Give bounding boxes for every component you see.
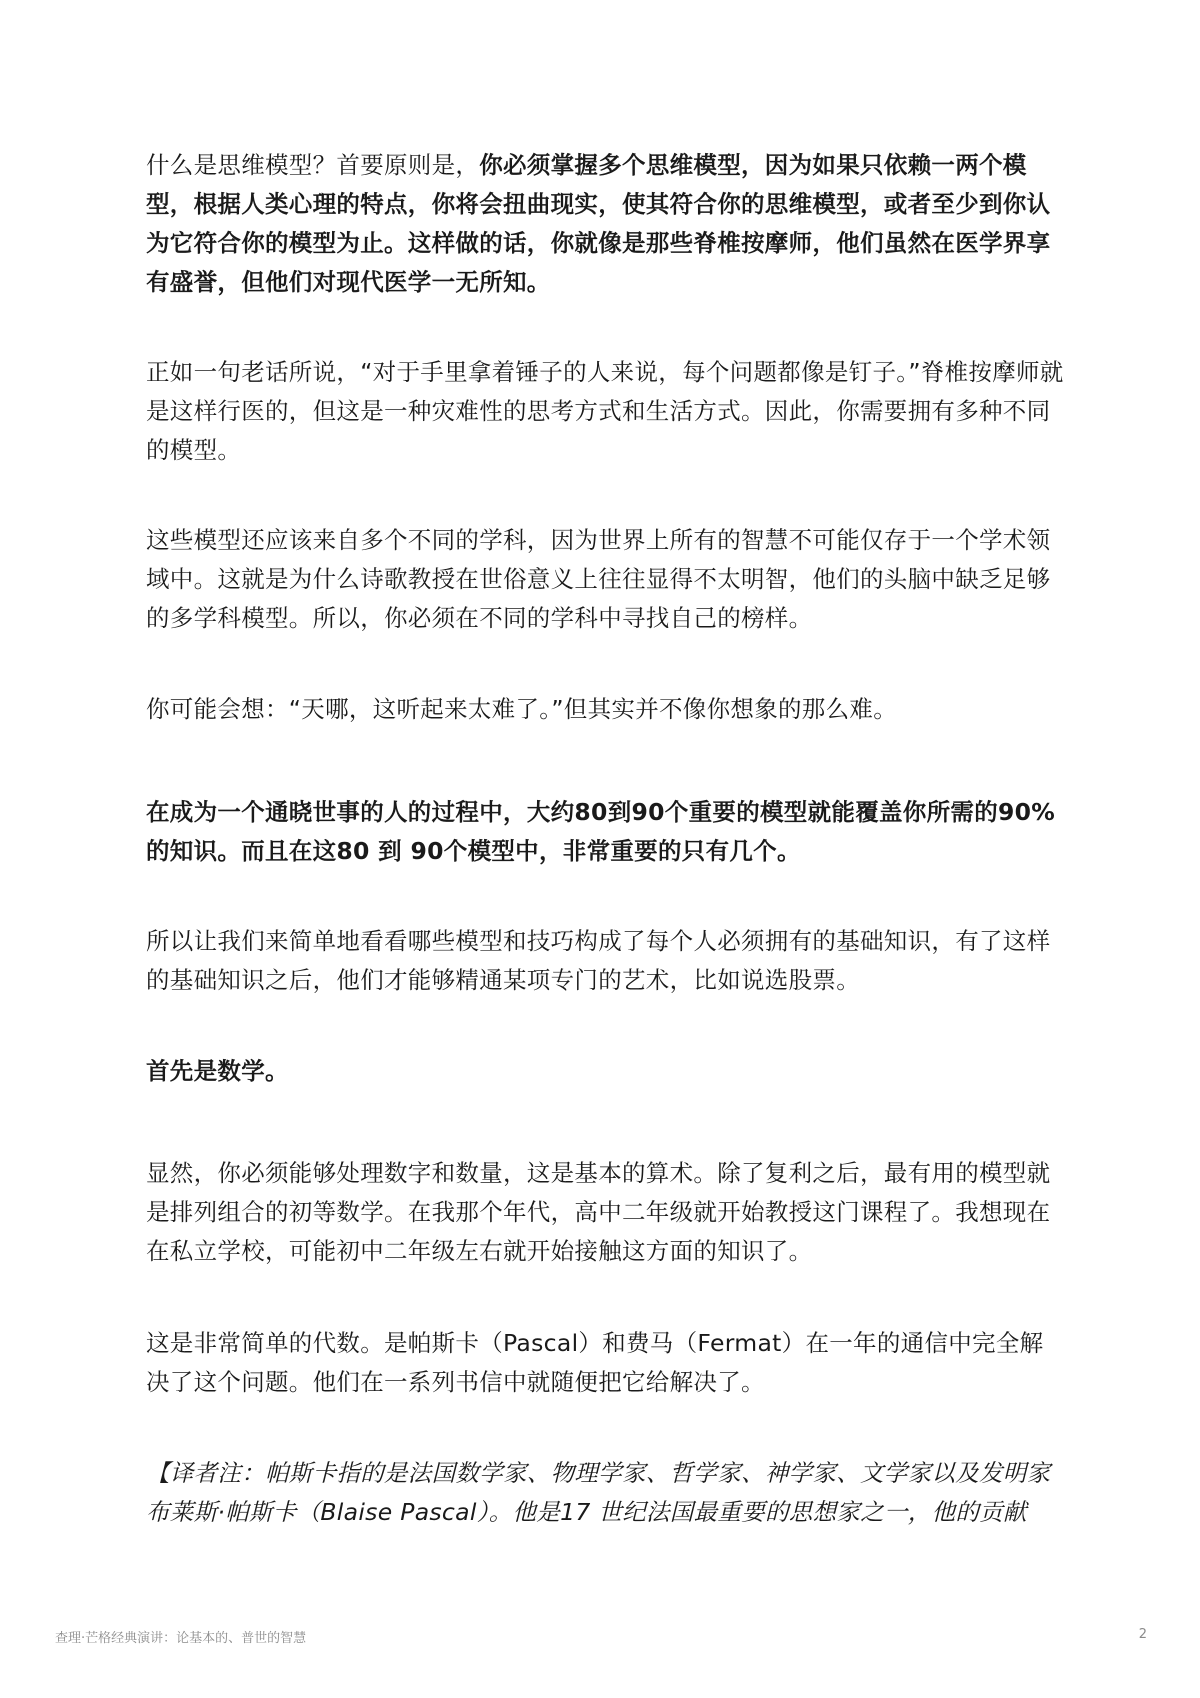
paragraph-lead-text: 什么是思维模型？首要原则是， (146, 151, 480, 179)
paragraph-not-that-hard: 你可能会想：“天哪，这听起来太难了。”但其实并不像你想象的那么难。 (146, 695, 897, 723)
paragraph-arithmetic: 显然，你必须能够处理数字和数量，这是基本的算术。除了复利之后，最有用的模型就是排列组合的初等数学。在我那个年代，高中二年级就开始教授这门课程了。我想现在在私立学校，可能初中二年级左右就开始接触这方面的知识了。 (146, 1159, 1051, 1265)
paragraph-basic-knowledge: 所以让我们来简单地看看哪些模型和技巧构成了每个人必须拥有的基础知识，有了这样的基础知识之后，他们才能够精通某项专门的艺术，比如说选股票。 (146, 927, 1051, 994)
footer-title: 查理·芒格经典演讲：论基本的、普世的智慧 (55, 1631, 307, 1646)
paragraph-hammer-nail: 正如一句老话所说，“对于手里拿着锤子的人来说，每个问题都像是钉子。”脊椎按摩师就是这样行医的，但这是一种灾难性的思考方式和生活方式。因此，你需要拥有多种不同的模型。 (146, 358, 1064, 464)
paragraph-pascal-fermat: 这是非常简单的代数。是帕斯卡（Pascal）和费马（Fermat）在一年的通信中完全解决了这个问题。他们在一系列书信中就随便把它给解决了。 (146, 1329, 1044, 1396)
paragraph-multiple-disciplines: 这些模型还应该来自多个不同的学科，因为世界上所有的智慧不可能仅存于一个学术领域中。这就是为什么诗歌教授在世俗意义上往往显得不太明智，他们的头脑中缺乏足够的多学科模型。所以，你必须在不同的学科中寻找自己的榜样。 (146, 526, 1051, 632)
paragraph-translator-note: 【译者注：帕斯卡指的是法国数学家、物理学家、哲学家、神学家、文学家以及发明家布莱斯·帕斯卡（Blaise Pascal）。他是17 世纪法国最重要的思想家之一，他的贡献 (146, 1459, 1051, 1526)
paragraph-mental-models-definition (146, 146, 1066, 302)
paragraph-80-90-models: 在成为一个通晓世事的人的过程中，大约80到90个重要的模型就能覆盖你所需的90%的知识。而且在这80 到 90个模型中，非常重要的只有几个。 (146, 798, 1056, 865)
paragraph-bold-text: 你必须掌握多个思维模型，因为如果只依赖一两个模型，根据人类心理的特点，你将会扭曲现实，使其符合你的思维模型，或者至少到你认为它符合你的模型为止。这样做的话，你就像是那些脊椎按摩师，他们虽然在医学界享有盛誉，但他们对现代医学一无所知。 (146, 151, 1051, 296)
paragraph-math-heading: 首先是数学。 (146, 1057, 289, 1085)
page-number: 2 (1138, 1627, 1147, 1642)
